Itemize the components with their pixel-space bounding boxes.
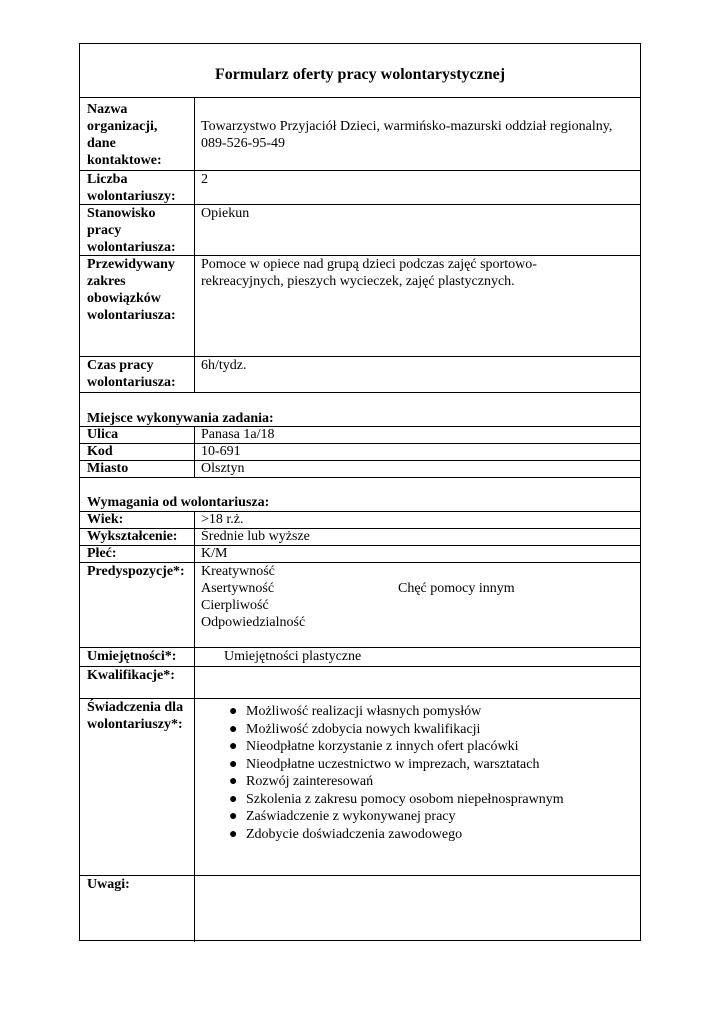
skills-label: Umiejętności*:	[87, 649, 177, 664]
duties-value: Pomoce w opiece nad grupą dzieci podczas zajęć sportowo-rekreacyjnych, pieszych wycieczek, zajęć plastycznych.	[201, 257, 537, 289]
qualifications-label: Kwalifikacje*:	[87, 668, 175, 683]
postal-code-label: Kod	[87, 444, 113, 459]
volunteer-count-label: Liczba wolontariuszy:	[87, 172, 176, 204]
predisposition-item: Asertywność	[201, 581, 275, 596]
predisposition-item: Cierpliwość	[201, 598, 269, 613]
position-label: Stanowisko pracy wolontariusza:	[87, 206, 176, 255]
benefit-item: ● Szkolenia z zakresu pomocy osobom niepełnosprawnym	[229, 791, 564, 807]
bullet-icon: ●	[229, 774, 238, 789]
qualifications-row	[80, 666, 640, 698]
benefit-item: ● Rozwój zainteresowań	[229, 774, 374, 789]
gender-value: K/M	[201, 546, 228, 561]
location-heading-row	[80, 392, 640, 426]
requirements-heading-row	[80, 477, 640, 511]
predisposition-item: Kreatywność	[201, 564, 275, 579]
work-time-row	[80, 356, 640, 392]
predisposition-extra: Chęć pomocy innym	[398, 581, 515, 596]
form-title: Formularz oferty pracy wolontarystycznej	[214, 66, 506, 83]
benefit-item: ● Zaświadczenie z wykonywanej pracy	[229, 809, 456, 824]
age-value: >18 r.ż.	[201, 512, 244, 527]
requirements-heading: Wymagania od wolontariusza:	[87, 495, 270, 510]
predispositions-label: Predyspozycje*:	[87, 564, 185, 579]
location-heading: Miejsce wykonywania zadania:	[87, 411, 274, 426]
predispositions-list	[201, 563, 305, 631]
position-row	[80, 204, 640, 255]
gender-row	[80, 545, 640, 562]
gender-label: Płeć:	[87, 546, 117, 561]
street-value: Panasa 1a/18	[201, 427, 275, 442]
street-row	[80, 426, 640, 443]
bullet-icon: ●	[229, 756, 238, 772]
bullet-icon: ●	[229, 791, 238, 807]
postal-code-row	[80, 443, 640, 460]
benefits-list	[201, 703, 564, 843]
education-row	[80, 528, 640, 545]
postal-code-value: 10-691	[201, 444, 241, 459]
duties-label: Przewidywany zakres obowiązków wolontariusza:	[87, 257, 176, 323]
predispositions-row	[80, 562, 640, 647]
bullet-icon: ●	[229, 704, 238, 719]
benefits-row	[80, 698, 640, 875]
bullet-icon: ●	[229, 826, 238, 842]
duties-row	[80, 255, 640, 356]
benefit-item: ● Zdobycie doświadczenia zawodowego	[229, 826, 463, 842]
benefits-label: Świadczenia dla wolontariuszy*:	[87, 700, 184, 732]
skills-row	[80, 647, 640, 666]
age-row	[80, 511, 640, 528]
benefit-item: ● Nieodpłatne uczestnictwo w imprezach, warsztatach	[229, 756, 540, 772]
position-value: Opiekun	[201, 206, 250, 221]
organization-value: Towarzystwo Przyjaciół Dzieci, warmińsko-mazurski oddział regionalny, 089-526-95-49	[201, 119, 613, 151]
age-label: Wiek:	[87, 512, 124, 527]
predisposition-item: Odpowiedzialność	[201, 615, 306, 630]
notes-row	[80, 875, 640, 941]
organization-row	[80, 97, 640, 170]
city-label: Miasto	[87, 461, 129, 476]
benefit-item: ● Możliwość realizacji własnych pomysłów	[229, 704, 482, 719]
street-label: Ulica	[87, 427, 119, 442]
bullet-icon: ●	[229, 721, 238, 737]
bullet-icon: ●	[229, 739, 238, 754]
volunteer-offer-form	[79, 43, 641, 941]
education-value: Średnie lub wyższe	[201, 529, 310, 544]
skills-value: Umiejętności plastyczne	[224, 649, 362, 664]
volunteer-count-row	[80, 170, 640, 204]
education-label: Wykształcenie:	[87, 529, 178, 544]
city-row	[80, 460, 640, 477]
city-value: Olsztyn	[201, 461, 245, 476]
organization-label: Nazwa organizacji, dane kontaktowe:	[87, 102, 162, 168]
benefit-item: ● Możliwość zdobycia nowych kwalifikacji	[229, 721, 481, 737]
benefit-item: ● Nieodpłatne korzystanie z innych ofert placówki	[229, 739, 519, 754]
work-time-label: Czas pracy wolontariusza:	[87, 358, 176, 390]
bullet-icon: ●	[229, 809, 238, 824]
work-time-value: 6h/tydz.	[201, 358, 247, 373]
notes-label: Uwagi:	[87, 877, 130, 892]
volunteer-count-value: 2	[201, 172, 208, 187]
